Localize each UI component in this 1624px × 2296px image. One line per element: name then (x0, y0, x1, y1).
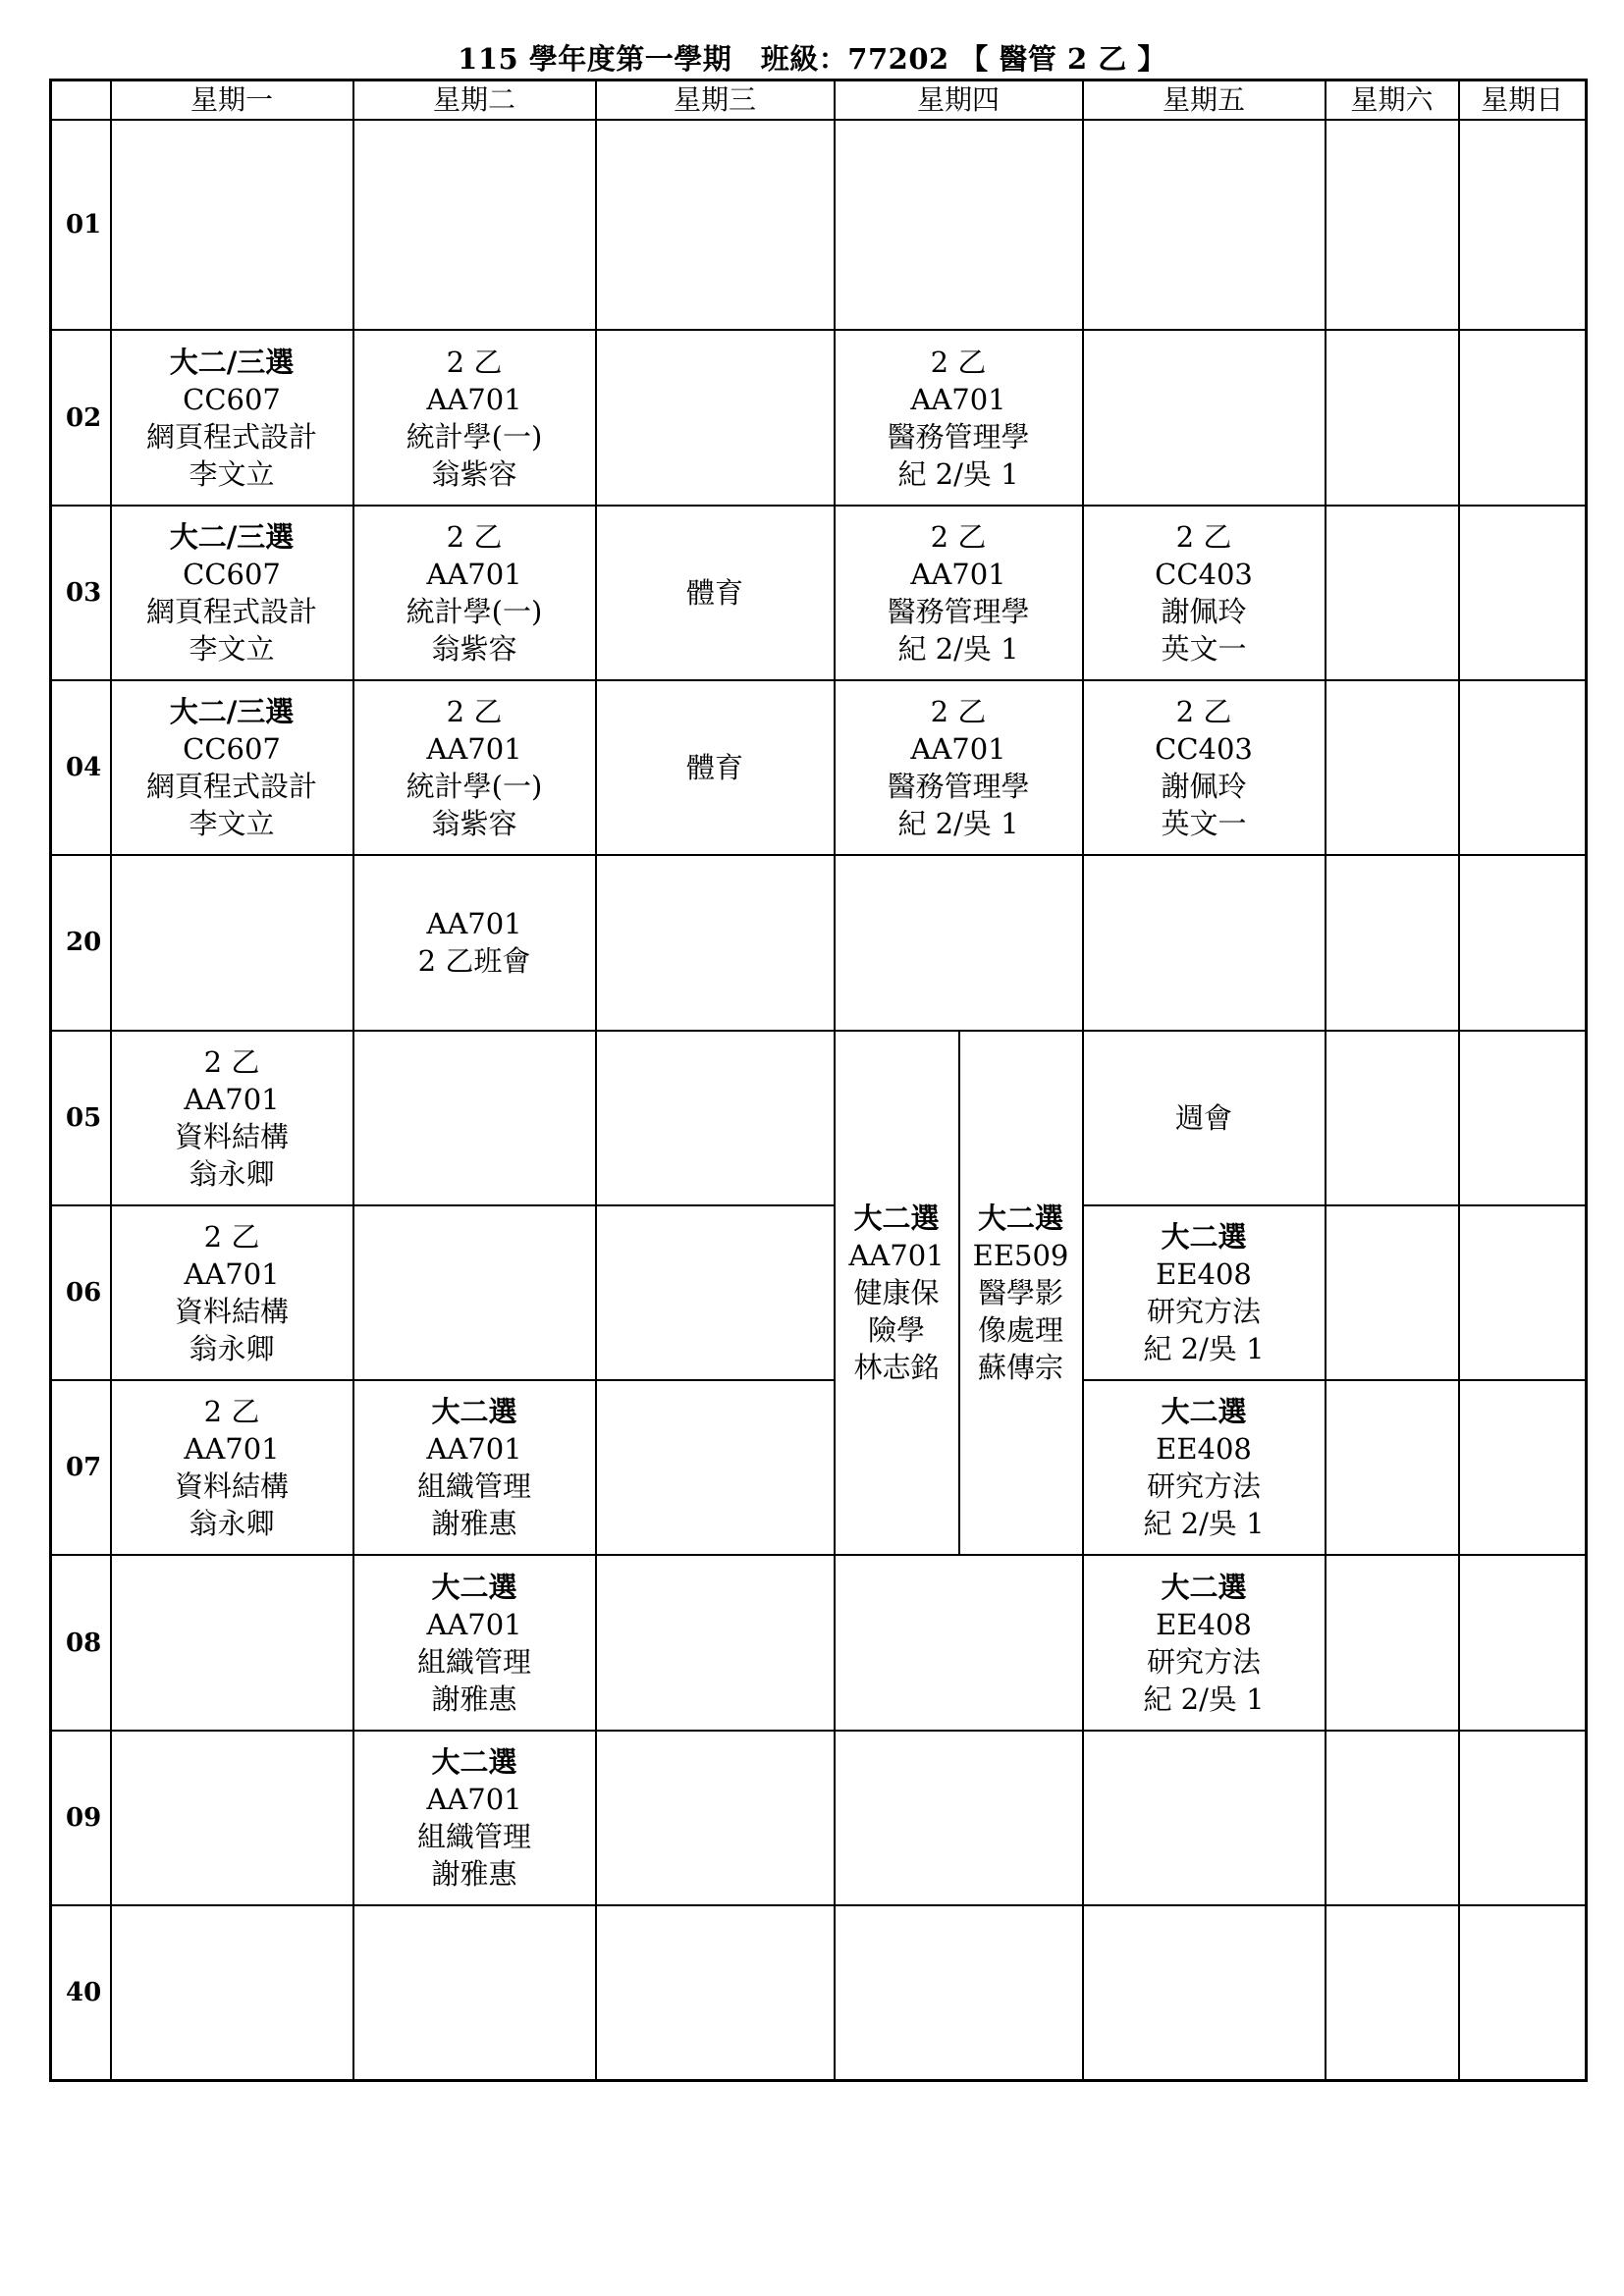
course-class: 2 乙 (930, 345, 987, 379)
day-header-mon: 星期一 (111, 80, 353, 121)
period-label: 09 (51, 1731, 111, 1905)
pe-cell (596, 506, 835, 680)
course-name: 英文一 (1161, 631, 1247, 666)
empty-cell (1083, 120, 1326, 330)
pe-cell (596, 680, 835, 855)
course-name: 週會 (1175, 1100, 1233, 1135)
course-cell (835, 506, 1083, 680)
course-name: 資料結構 (174, 1119, 289, 1153)
course-teacher: 紀 2/吳 1 (897, 456, 1019, 491)
day-header-fri: 星期五 (1083, 80, 1326, 121)
course-name: 統計學(一) (406, 770, 543, 804)
course-room: CC403 (1155, 557, 1253, 591)
empty-cell (596, 120, 835, 330)
course-name: 2 乙班會 (417, 944, 531, 979)
course-class: 2 乙 (446, 345, 503, 379)
period-label: 40 (51, 1905, 111, 2080)
empty-cell (1083, 1731, 1326, 1905)
empty-cell (835, 855, 1083, 1030)
course-name: 網頁程式設計 (145, 770, 317, 804)
course-room: EE509 (972, 1239, 1069, 1272)
course-room: CC607 (183, 382, 281, 416)
empty-cell (1326, 1031, 1459, 1205)
course-class: 2 乙 (203, 1044, 260, 1079)
course-teacher: 翁紫容 (431, 631, 517, 666)
course-teacher: 紀 2/吳 1 (897, 631, 1019, 666)
period-label: 04 (51, 680, 111, 855)
course-cell (1083, 506, 1326, 680)
course-teacher: 翁永卿 (189, 1507, 275, 1541)
course-cell (1083, 1205, 1326, 1380)
course-class: 大二/三選 (169, 519, 295, 554)
course-teacher: 謝雅惠 (431, 1856, 517, 1891)
empty-cell (596, 1731, 835, 1905)
corner-cell (51, 80, 111, 121)
empty-cell (1459, 506, 1587, 680)
empty-cell (596, 1905, 835, 2080)
empty-cell (1083, 855, 1326, 1030)
empty-cell (353, 1205, 596, 1380)
period-label: 05 (51, 1031, 111, 1205)
period-row (51, 1731, 1587, 1905)
course-teacher: 翁紫容 (431, 456, 517, 491)
course-cell (353, 330, 596, 505)
course-room: EE408 (1156, 1432, 1252, 1467)
period-row (51, 1555, 1587, 1730)
empty-cell (835, 120, 1083, 330)
period-row (51, 330, 1587, 505)
course-name: 醫務管理學 (887, 770, 1030, 804)
empty-cell (1459, 330, 1587, 505)
course-name: 資料結構 (174, 1295, 289, 1328)
course-cell (353, 1380, 596, 1555)
course-teacher: 李文立 (189, 631, 275, 666)
course-class: 2 乙 (446, 519, 503, 554)
course-class: 大二選 (431, 1744, 517, 1779)
course-cell (353, 1731, 596, 1905)
period-label: 07 (51, 1380, 111, 1555)
empty-cell (596, 330, 835, 505)
empty-cell (1083, 1905, 1326, 2080)
course-room: CC607 (183, 557, 281, 591)
course-cell (1083, 680, 1326, 855)
period-label: 03 (51, 506, 111, 680)
course-teacher: 紀 2/吳 1 (1143, 1332, 1265, 1365)
course-room: AA701 (426, 557, 522, 591)
course-cell (353, 680, 596, 855)
course-name: 統計學(一) (406, 594, 543, 628)
period-row (51, 855, 1587, 1030)
course-name: 資料結構 (174, 1469, 289, 1504)
course-name: 體育 (685, 751, 743, 785)
empty-cell (1326, 506, 1459, 680)
course-room: AA701 (848, 1239, 945, 1272)
empty-cell (596, 1555, 835, 1730)
course-class: 大二/三選 (169, 345, 295, 379)
course-class: 大二選 (431, 1395, 517, 1429)
empty-cell (835, 1731, 1083, 1905)
day-header-thu: 星期四 (835, 80, 1083, 121)
course-teacher: 翁紫容 (431, 807, 517, 841)
empty-cell (1459, 120, 1587, 330)
course-cell (835, 680, 1083, 855)
course-teacher: 李文立 (189, 456, 275, 491)
course-name: 組織管理 (416, 1644, 531, 1679)
course-cell (959, 1031, 1083, 1556)
course-room: EE408 (1156, 1607, 1252, 1641)
day-header-sun: 星期日 (1459, 80, 1587, 121)
course-class: 2 乙 (1175, 519, 1232, 554)
empty-cell (1459, 680, 1587, 855)
empty-cell (1459, 1905, 1587, 2080)
course-class: 2 乙 (446, 695, 503, 729)
course-name: 健康保 (853, 1276, 940, 1309)
course-name: 醫學影 (978, 1276, 1064, 1309)
empty-cell (1459, 1380, 1587, 1555)
empty-cell (1459, 1555, 1587, 1730)
course-cell (111, 680, 353, 855)
course-teacher: 謝佩玲 (1161, 594, 1247, 628)
course-room: EE408 (1156, 1257, 1252, 1291)
course-name: 醫務管理學 (887, 594, 1030, 628)
day-header-sat: 星期六 (1326, 80, 1459, 121)
empty-cell (1459, 855, 1587, 1030)
course-cell (111, 1380, 353, 1555)
course-room: AA701 (426, 1607, 522, 1641)
schedule-title: 115 學年度第一學期 班級：77202 【 醫管 2 乙 】 (458, 42, 1166, 76)
day-header-wed: 星期三 (596, 80, 835, 121)
course-teacher: 李文立 (189, 807, 275, 841)
course-class: 大二選 (978, 1201, 1064, 1235)
empty-cell (1083, 330, 1326, 505)
empty-cell (353, 120, 596, 330)
empty-cell (1326, 1731, 1459, 1905)
empty-cell (1326, 1380, 1459, 1555)
course-class: 大二選 (431, 1570, 517, 1604)
period-row (51, 120, 1587, 330)
course-class: 大二/三選 (169, 695, 295, 729)
empty-cell (596, 1205, 835, 1380)
course-class: 2 乙 (930, 695, 987, 729)
course-class: 2 乙 (1175, 695, 1232, 729)
period-row (51, 1905, 1587, 2080)
period-label: 08 (51, 1555, 111, 1730)
day-header-tue: 星期二 (353, 80, 596, 121)
empty-cell (1459, 1031, 1587, 1205)
course-class: 2 乙 (203, 1395, 260, 1429)
empty-cell (111, 1905, 353, 2080)
timetable (49, 79, 1588, 2082)
course-teacher: 翁永卿 (189, 1332, 275, 1365)
empty-cell (353, 1031, 596, 1205)
course-cell (835, 1031, 959, 1556)
period-row (51, 1205, 1587, 1380)
period-label: 01 (51, 120, 111, 330)
course-name: 英文一 (1161, 807, 1247, 841)
course-cell (835, 330, 1083, 505)
course-name: 研究方法 (1147, 1295, 1262, 1328)
course-class: 大二選 (853, 1201, 940, 1235)
course-teacher: 蘇傳宗 (978, 1351, 1064, 1384)
period-row (51, 1380, 1587, 1555)
course-teacher: 謝佩玲 (1161, 770, 1247, 804)
course-name: 體育 (685, 575, 743, 610)
course-teacher: 紀 2/吳 1 (897, 807, 1019, 841)
course-cell (353, 1555, 596, 1730)
period-row (51, 1031, 1587, 1205)
course-class: 大二選 (1161, 1220, 1247, 1254)
course-class: 大二選 (1161, 1395, 1247, 1429)
empty-cell (111, 120, 353, 330)
course-teacher: 紀 2/吳 1 (1143, 1507, 1265, 1541)
course-name: 組織管理 (416, 1469, 531, 1504)
course-class: 大二選 (1161, 1570, 1247, 1604)
empty-cell (111, 1555, 353, 1730)
course-room: AA701 (426, 1782, 522, 1816)
course-room: AA701 (184, 1257, 280, 1291)
course-room: AA701 (910, 732, 1006, 767)
course-cell (353, 506, 596, 680)
empty-cell (835, 1905, 1083, 2080)
empty-cell (1326, 120, 1459, 330)
course-cell (1083, 1555, 1326, 1730)
empty-cell (111, 855, 353, 1030)
empty-cell (1326, 855, 1459, 1030)
course-cell (111, 1031, 353, 1205)
empty-cell (1459, 1205, 1587, 1380)
course-cell (111, 330, 353, 505)
course-room: AA701 (184, 1432, 280, 1467)
empty-cell (1326, 1205, 1459, 1380)
assembly-cell (1083, 1031, 1326, 1205)
period-label: 02 (51, 330, 111, 505)
course-room: AA701 (184, 1082, 280, 1116)
course-cell (1083, 1380, 1326, 1555)
empty-cell (111, 1731, 353, 1905)
course-name: 統計學(一) (406, 419, 543, 454)
empty-cell (1326, 1555, 1459, 1730)
course-room: AA701 (910, 382, 1006, 416)
period-row (51, 506, 1587, 680)
course-room: AA701 (426, 1432, 522, 1467)
empty-cell (353, 1905, 596, 2080)
course-room: AA701 (426, 907, 522, 941)
course-teacher: 謝雅惠 (431, 1682, 517, 1716)
course-cell (111, 506, 353, 680)
period-label: 06 (51, 1205, 111, 1380)
course-cell (353, 855, 596, 1030)
empty-cell (596, 855, 835, 1030)
course-name: 研究方法 (1147, 1644, 1262, 1679)
empty-cell (1459, 1731, 1587, 1905)
course-name: 網頁程式設計 (145, 419, 317, 454)
period-row (51, 680, 1587, 855)
empty-cell (596, 1380, 835, 1555)
course-teacher: 翁永卿 (189, 1156, 275, 1191)
course-teacher: 林志銘 (853, 1351, 940, 1384)
course-class: 2 乙 (930, 519, 987, 554)
empty-cell (1326, 680, 1459, 855)
empty-cell (1326, 330, 1459, 505)
empty-cell (1326, 1905, 1459, 2080)
empty-cell (596, 1031, 835, 1205)
course-class: 2 乙 (203, 1220, 260, 1254)
course-room: CC403 (1155, 732, 1253, 767)
course-name: 研究方法 (1147, 1469, 1262, 1504)
header-row (51, 80, 1587, 121)
course-name: 組織管理 (416, 1819, 531, 1853)
course-name-cont: 像處理 (978, 1313, 1064, 1347)
course-room: AA701 (426, 382, 522, 416)
empty-cell (835, 1555, 1083, 1730)
period-label: 20 (51, 855, 111, 1030)
course-teacher: 謝雅惠 (431, 1507, 517, 1541)
course-cell (111, 1205, 353, 1380)
course-teacher: 紀 2/吳 1 (1143, 1682, 1265, 1716)
course-room: CC607 (183, 732, 281, 767)
course-name: 醫務管理學 (887, 419, 1030, 454)
course-name-cont: 險學 (867, 1313, 925, 1347)
course-room: AA701 (426, 732, 522, 767)
course-room: AA701 (910, 557, 1006, 591)
course-name: 網頁程式設計 (145, 594, 317, 628)
